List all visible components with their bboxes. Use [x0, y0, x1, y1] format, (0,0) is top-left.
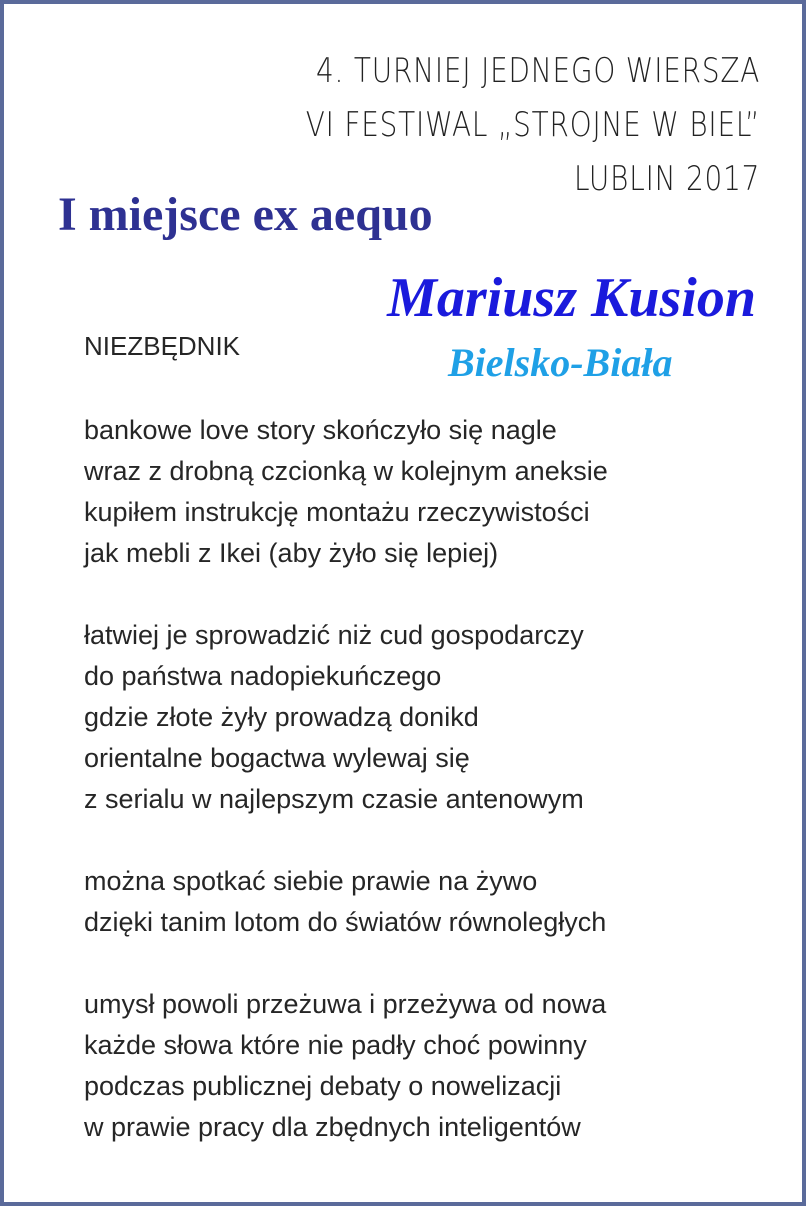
poem-line: w prawie pracy dla zbędnych inteligentów	[84, 1112, 581, 1142]
poem-body	[84, 410, 608, 1148]
author-name: Mariusz Kusion	[387, 267, 756, 329]
poem-line: bankowe love story skończyło się nagle	[84, 415, 557, 445]
poem-line: każde słowa które nie padły choć powinny	[84, 1030, 587, 1060]
festival-line-tournament: 4. TURNIEJ JEDNEGO WIERSZA	[315, 51, 760, 91]
poem-stanza	[84, 984, 608, 1148]
poem-line: kupiłem instrukcję montażu rzeczywistości	[84, 497, 590, 527]
poem-stanza	[84, 615, 608, 820]
poem-line: orientalne bogactwa wylewaj się	[84, 743, 470, 773]
author-city: Bielsko-Biała	[448, 340, 673, 385]
festival-line-name: VI FESTIWAL „STROJNE W BIEL”	[305, 105, 760, 145]
festival-line-place-year: LUBLIN 2017	[573, 159, 760, 199]
poem-line: dzięki tanim lotom do światów równoległych	[84, 907, 607, 937]
poem-title: NIEZBĘDNIK	[84, 331, 241, 361]
poem-line: jak mebli z Ikei (aby żyło się lepiej)	[84, 538, 499, 568]
poem-stanza	[84, 410, 608, 574]
poem-line: gdzie złote żyły prowadzą donikd	[84, 702, 479, 732]
festival-header	[206, 44, 760, 206]
poem-line: podczas publicznej debaty o nowelizacji	[84, 1071, 562, 1101]
poem-stanza	[84, 861, 608, 943]
poem-line: do państwa nadopiekuńczego	[84, 661, 442, 691]
poem-line: łatwiej je sprowadzić niż cud gospodarczy	[84, 620, 584, 650]
poem-line: można spotkać siebie prawie na żywo	[84, 866, 538, 896]
poem-line: z serialu w najlepszym czasie antenowym	[84, 784, 584, 814]
poem-line: wraz z drobną czcionką w kolejnym aneksie	[84, 456, 608, 486]
award-title: I miejsce ex aequo	[58, 188, 433, 241]
poem-line: umysł powoli przeżuwa i przeżywa od nowa	[84, 989, 607, 1019]
